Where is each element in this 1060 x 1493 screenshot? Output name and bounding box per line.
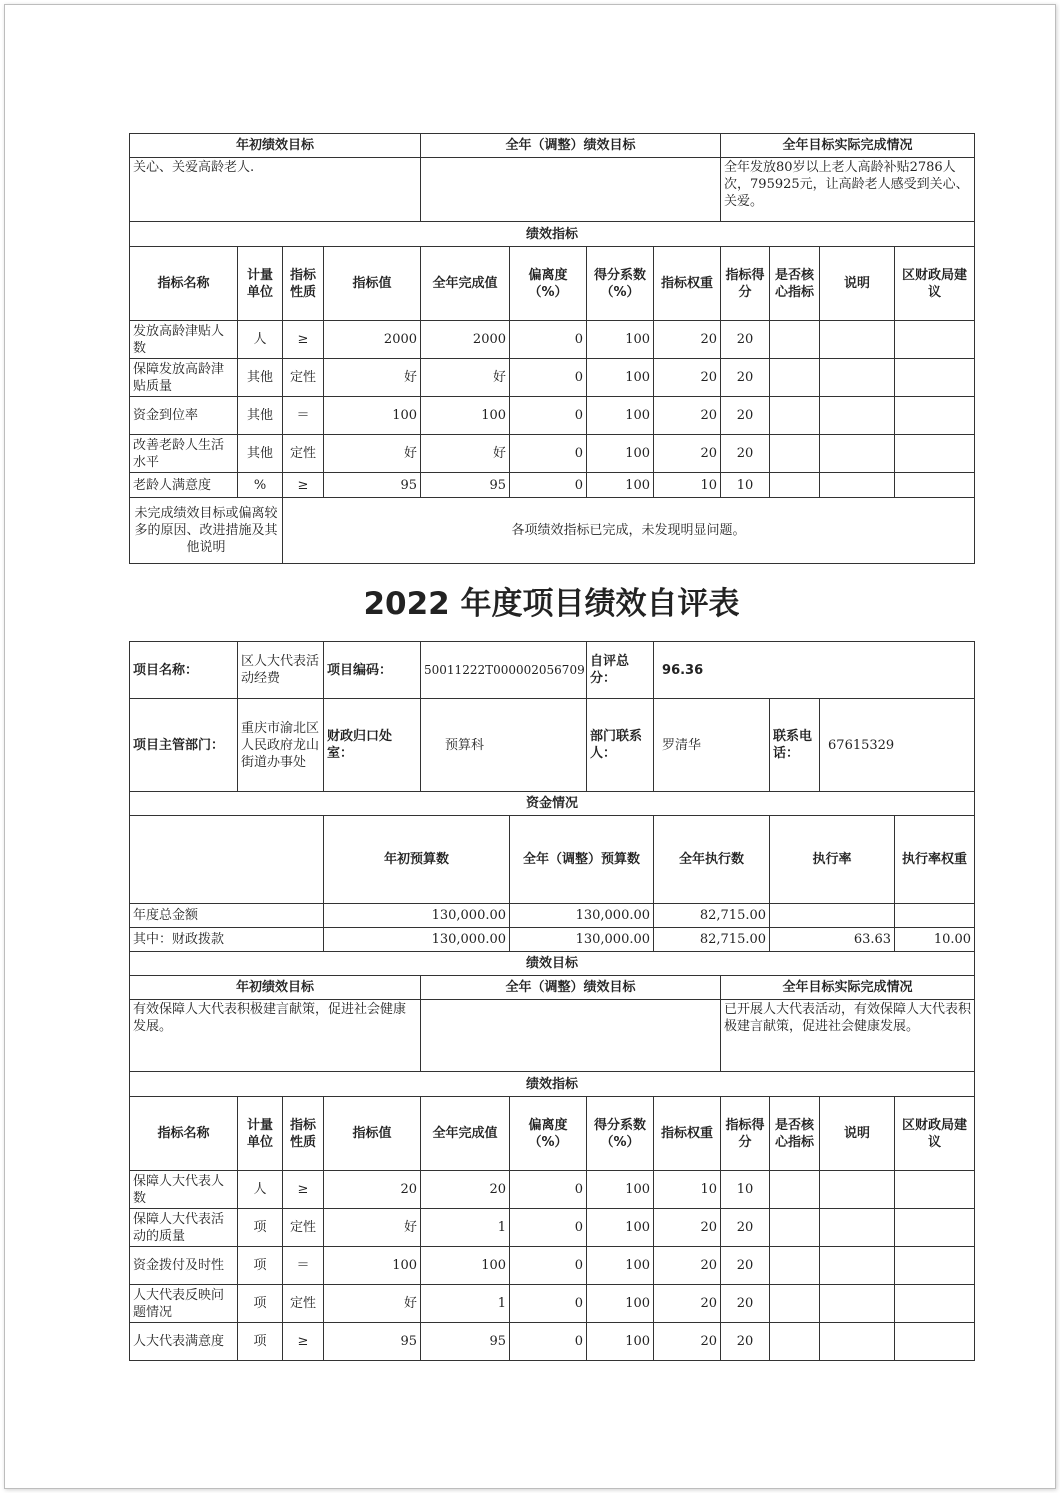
kpi-nature: 定性 — [283, 1209, 324, 1247]
kpi-score: 10 — [721, 1171, 770, 1209]
kpi-note — [820, 321, 895, 359]
kpi-coefficient: 100 — [587, 1285, 654, 1323]
kpi-name: 资金到位率 — [130, 397, 238, 435]
kpi-note — [820, 397, 895, 435]
col-deviation: 偏离度（%） — [510, 1097, 587, 1171]
goal-initial-text: 有效保障人大代表积极建言献策，促进社会健康发展。 — [130, 1000, 421, 1072]
office-label: 财政归口处室： — [324, 699, 421, 792]
col-unit: 计量单位 — [238, 247, 283, 321]
fund-head-executed: 全年执行数 — [654, 816, 770, 904]
kpi-target: 好 — [324, 1285, 421, 1323]
fund-executed: 82,715.00 — [654, 928, 770, 952]
goal-section-title: 绩效目标 — [130, 952, 975, 976]
fund-head-adjusted: 全年（调整）预算数 — [510, 816, 654, 904]
kpi-unit: 项 — [238, 1285, 283, 1323]
kpi-completed: 100 — [421, 1247, 510, 1285]
kpi-core — [770, 1285, 820, 1323]
kpi-core — [770, 397, 820, 435]
phone-value: 67615329 — [820, 699, 975, 792]
performance-table-2 — [129, 641, 975, 1361]
kpi-nature: ＝ — [283, 1247, 324, 1285]
col-weight: 指标权重 — [654, 1097, 721, 1171]
kpi-note — [820, 473, 895, 498]
kpi-nature: ＝ — [283, 397, 324, 435]
kpi-target: 95 — [324, 473, 421, 498]
kpi-advice — [895, 1285, 975, 1323]
kpi-deviation: 0 — [510, 435, 587, 473]
kpi-weight: 10 — [654, 1171, 721, 1209]
kpi-nature: ≥ — [283, 321, 324, 359]
fund-head-initial: 年初预算数 — [324, 816, 510, 904]
dept-value: 重庆市渝北区人民政府龙山街道办事处 — [238, 699, 324, 792]
col-coefficient: 得分系数（%） — [587, 1097, 654, 1171]
kpi-nature: ≥ — [283, 1323, 324, 1361]
kpi-deviation: 0 — [510, 397, 587, 435]
col-advice: 区财政局建议 — [895, 247, 975, 321]
kpi-weight: 20 — [654, 1285, 721, 1323]
kpi-row — [130, 1323, 975, 1361]
kpi-deviation: 0 — [510, 1323, 587, 1361]
kpi-coefficient: 100 — [587, 1171, 654, 1209]
kpi-row — [130, 1209, 975, 1247]
project-code-label: 项目编码： — [324, 642, 421, 699]
contact-value: 罗清华 — [654, 699, 770, 792]
col-note: 说明 — [820, 247, 895, 321]
kpi-advice — [895, 1209, 975, 1247]
fund-row — [130, 928, 975, 952]
fund-rate-weight: 10.00 — [895, 928, 975, 952]
col-done: 全年完成值 — [421, 247, 510, 321]
kpi-target: 100 — [324, 397, 421, 435]
col-value: 指标值 — [324, 247, 421, 321]
fund-section-title: 资金情况 — [130, 792, 975, 816]
kpi-row — [130, 435, 975, 473]
kpi-unit: 其他 — [238, 435, 283, 473]
fund-row — [130, 904, 975, 928]
goal-head-initial: 年初绩效目标 — [130, 976, 421, 1000]
project-name-value: 区人大代表活动经费 — [238, 642, 324, 699]
kpi-advice — [895, 321, 975, 359]
fund-executed: 82,715.00 — [654, 904, 770, 928]
kpi-name: 人大代表满意度 — [130, 1323, 238, 1361]
kpi-coefficient: 100 — [587, 435, 654, 473]
kpi-score: 20 — [721, 397, 770, 435]
kpi-nature: ≥ — [283, 473, 324, 498]
kpi-completed: 1 — [421, 1285, 510, 1323]
col-nature: 指标性质 — [283, 1097, 324, 1171]
contact-label: 部门联系人： — [587, 699, 654, 792]
kpi-deviation: 0 — [510, 1171, 587, 1209]
col-name: 指标名称 — [130, 1097, 238, 1171]
kpi-score: 20 — [721, 1209, 770, 1247]
kpi-score: 20 — [721, 1247, 770, 1285]
office-value: 预算科 — [421, 699, 587, 792]
kpi-weight: 20 — [654, 435, 721, 473]
kpi-target: 好 — [324, 359, 421, 397]
kpi-completed: 好 — [421, 359, 510, 397]
kpi-unit: % — [238, 473, 283, 498]
kpi-name: 发放高龄津贴人数 — [130, 321, 238, 359]
kpi-unit: 人 — [238, 1171, 283, 1209]
fund-rate-weight — [895, 904, 975, 928]
col-coefficient: 得分系数（%） — [587, 247, 654, 321]
goal-head-adjusted: 全年（调整）绩效目标 — [421, 134, 721, 158]
kpi-weight: 20 — [654, 1247, 721, 1285]
kpi-deviation: 0 — [510, 1285, 587, 1323]
col-nature: 指标性质 — [283, 247, 324, 321]
kpi-note — [820, 1171, 895, 1209]
kpi-note — [820, 1323, 895, 1361]
kpi-deviation: 0 — [510, 359, 587, 397]
kpi-name: 保障人大代表活动的质量 — [130, 1209, 238, 1247]
goal-adjusted-text — [421, 1000, 721, 1072]
kpi-completed: 好 — [421, 435, 510, 473]
remark-text: 各项绩效指标已完成，未发现明显问题。 — [283, 498, 975, 564]
fund-row-label: 年度总金额 — [130, 904, 324, 928]
kpi-coefficient: 100 — [587, 1247, 654, 1285]
goal-head-actual: 全年目标实际完成情况 — [721, 976, 975, 1000]
goal-actual-text: 已开展人大代表活动，有效保障人大代表积极建言献策，促进社会健康发展。 — [721, 1000, 975, 1072]
kpi-score: 20 — [721, 435, 770, 473]
remark-label: 未完成绩效目标或偏离较多的原因、改进措施及其他说明 — [130, 498, 283, 564]
kpi-core — [770, 321, 820, 359]
kpi-core — [770, 435, 820, 473]
kpi-row — [130, 359, 975, 397]
kpi-completed: 2000 — [421, 321, 510, 359]
goal-head-actual: 全年目标实际完成情况 — [721, 134, 975, 158]
phone-label: 联系电话： — [770, 699, 820, 792]
kpi-core — [770, 1171, 820, 1209]
kpi-row — [130, 473, 975, 498]
kpi-unit: 其他 — [238, 359, 283, 397]
col-deviation: 偏离度（%） — [510, 247, 587, 321]
kpi-completed: 20 — [421, 1171, 510, 1209]
kpi-advice — [895, 1247, 975, 1285]
kpi-completed: 1 — [421, 1209, 510, 1247]
kpi-completed: 95 — [421, 1323, 510, 1361]
kpi-name: 保障人大代表人数 — [130, 1171, 238, 1209]
kpi-name: 人大代表反映问题情况 — [130, 1285, 238, 1323]
kpi-weight: 20 — [654, 1209, 721, 1247]
col-name: 指标名称 — [130, 247, 238, 321]
goal-adjusted-text — [421, 158, 721, 222]
kpi-deviation: 0 — [510, 473, 587, 498]
goal-head-initial: 年初绩效目标 — [130, 134, 421, 158]
kpi-core — [770, 1247, 820, 1285]
kpi-note — [820, 1285, 895, 1323]
kpi-name: 改善老龄人生活水平 — [130, 435, 238, 473]
kpi-coefficient: 100 — [587, 397, 654, 435]
col-score: 指标得分 — [721, 1097, 770, 1171]
kpi-weight: 20 — [654, 359, 721, 397]
col-weight: 指标权重 — [654, 247, 721, 321]
col-score: 指标得分 — [721, 247, 770, 321]
kpi-target: 好 — [324, 1209, 421, 1247]
kpi-weight: 20 — [654, 397, 721, 435]
kpi-coefficient: 100 — [587, 473, 654, 498]
goal-actual-text: 全年发放80岁以上老人高龄补贴2786人次，795925元，让高龄老人感受到关心、关爱。 — [721, 158, 975, 222]
kpi-target: 20 — [324, 1171, 421, 1209]
kpi-note — [820, 1209, 895, 1247]
kpi-nature: 定性 — [283, 1285, 324, 1323]
kpi-row — [130, 321, 975, 359]
total-score-label: 自评总分： — [587, 642, 654, 699]
kpi-unit: 其他 — [238, 397, 283, 435]
project-name-label: 项目名称： — [130, 642, 238, 699]
kpi-advice — [895, 397, 975, 435]
kpi-unit: 项 — [238, 1209, 283, 1247]
kpi-row — [130, 397, 975, 435]
kpi-coefficient: 100 — [587, 359, 654, 397]
col-advice: 区财政局建议 — [895, 1097, 975, 1171]
kpi-deviation: 0 — [510, 321, 587, 359]
kpi-core — [770, 1209, 820, 1247]
kpi-target: 好 — [324, 435, 421, 473]
kpi-score: 20 — [721, 1323, 770, 1361]
fund-rate: 63.63 — [770, 928, 895, 952]
kpi-score: 20 — [721, 359, 770, 397]
kpi-note — [820, 359, 895, 397]
kpi-section-title: 绩效指标 — [130, 1072, 975, 1097]
kpi-nature: 定性 — [283, 435, 324, 473]
kpi-row — [130, 1247, 975, 1285]
project-code-value: 50011222T000002056709 — [421, 642, 587, 699]
kpi-target: 100 — [324, 1247, 421, 1285]
kpi-unit: 项 — [238, 1323, 283, 1361]
dept-label: 项目主管部门： — [130, 699, 238, 792]
kpi-section-title: 绩效指标 — [130, 222, 975, 247]
kpi-deviation: 0 — [510, 1247, 587, 1285]
col-done: 全年完成值 — [421, 1097, 510, 1171]
kpi-name: 资金拨付及时性 — [130, 1247, 238, 1285]
kpi-coefficient: 100 — [587, 321, 654, 359]
fund-adjusted: 130,000.00 — [510, 928, 654, 952]
kpi-advice — [895, 435, 975, 473]
kpi-unit: 人 — [238, 321, 283, 359]
kpi-row — [130, 1171, 975, 1209]
kpi-note — [820, 435, 895, 473]
kpi-name: 老龄人满意度 — [130, 473, 238, 498]
kpi-name: 保障发放高龄津贴质量 — [130, 359, 238, 397]
kpi-coefficient: 100 — [587, 1323, 654, 1361]
fund-head-rate: 执行率 — [770, 816, 895, 904]
fund-adjusted: 130,000.00 — [510, 904, 654, 928]
kpi-core — [770, 1323, 820, 1361]
kpi-coefficient: 100 — [587, 1209, 654, 1247]
kpi-nature: ≥ — [283, 1171, 324, 1209]
kpi-advice — [895, 1323, 975, 1361]
kpi-target: 95 — [324, 1323, 421, 1361]
kpi-unit: 项 — [238, 1247, 283, 1285]
col-core: 是否核心指标 — [770, 247, 820, 321]
kpi-score: 20 — [721, 1285, 770, 1323]
kpi-core — [770, 473, 820, 498]
fund-head-blank — [130, 816, 324, 904]
kpi-row — [130, 1285, 975, 1323]
col-unit: 计量单位 — [238, 1097, 283, 1171]
kpi-advice — [895, 1171, 975, 1209]
kpi-core — [770, 359, 820, 397]
goal-initial-text: 关心、关爱高龄老人. — [130, 158, 421, 222]
kpi-score: 20 — [721, 321, 770, 359]
fund-head-rate-weight: 执行率权重 — [895, 816, 975, 904]
kpi-nature: 定性 — [283, 359, 324, 397]
kpi-deviation: 0 — [510, 1209, 587, 1247]
kpi-advice — [895, 473, 975, 498]
kpi-weight: 20 — [654, 1323, 721, 1361]
kpi-weight: 10 — [654, 473, 721, 498]
total-score-value: 96.36 — [654, 642, 975, 699]
kpi-target: 2000 — [324, 321, 421, 359]
page-title: 2022 年度项目绩效自评表 — [363, 586, 740, 622]
kpi-completed: 100 — [421, 397, 510, 435]
fund-initial: 130,000.00 — [324, 928, 510, 952]
col-note: 说明 — [820, 1097, 895, 1171]
kpi-advice — [895, 359, 975, 397]
col-value: 指标值 — [324, 1097, 421, 1171]
col-core: 是否核心指标 — [770, 1097, 820, 1171]
kpi-note — [820, 1247, 895, 1285]
fund-initial: 130,000.00 — [324, 904, 510, 928]
performance-table-1 — [129, 133, 975, 564]
goal-head-adjusted: 全年（调整）绩效目标 — [421, 976, 721, 1000]
fund-rate — [770, 904, 895, 928]
kpi-score: 10 — [721, 473, 770, 498]
kpi-weight: 20 — [654, 321, 721, 359]
fund-row-label: 其中：财政拨款 — [130, 928, 324, 952]
kpi-completed: 95 — [421, 473, 510, 498]
